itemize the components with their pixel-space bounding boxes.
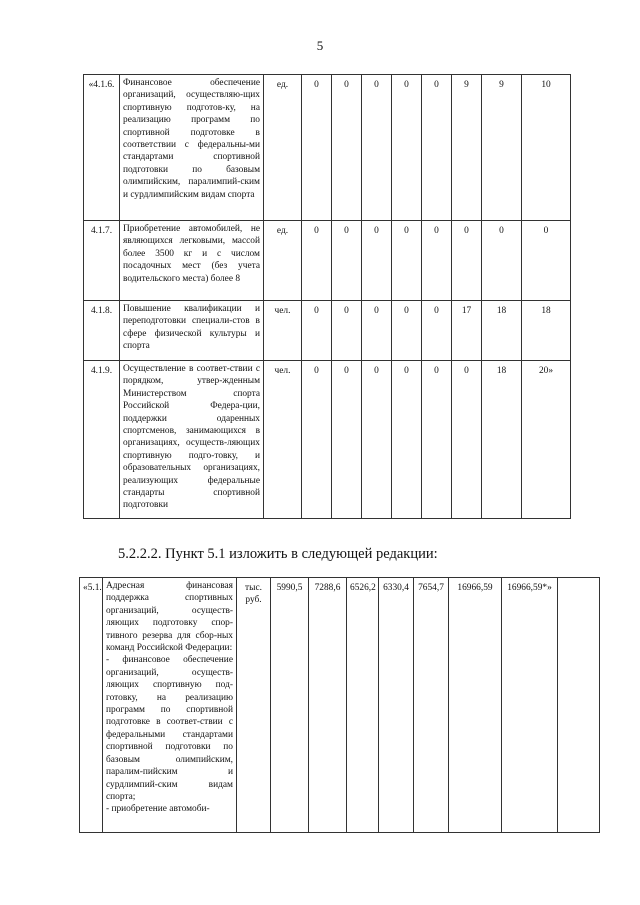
value-cell: 0 — [422, 221, 452, 301]
value-cell: 17 — [452, 301, 482, 361]
row-code: «4.1.6. — [84, 75, 120, 221]
funding-table — [79, 577, 600, 833]
page-number: 5 — [316, 38, 324, 53]
row-code: 4.1.9. — [84, 361, 120, 519]
value-cell: 9 — [452, 75, 482, 221]
table-row — [84, 221, 571, 301]
value-cell: 9 — [482, 75, 522, 221]
value-cell: 0 — [362, 361, 392, 519]
description-sub-item: - финансовое обеспечение организаций, осуществ-ляющих спортивную под-готовку, на реализацию программ по спортивной подготовке в соответ-ствии с федеральными стандартами спортивной подготовки по базовым олимпийским, паралим-пийским и сурдлимпий-ским видам спорта; — [106, 655, 233, 802]
value-cell: 10 — [522, 75, 571, 221]
value-cell: 6330,4 — [379, 578, 414, 833]
value-cell: 0 — [332, 361, 362, 519]
row-unit: чел. — [264, 361, 302, 519]
row-unit: ед. — [264, 221, 302, 301]
value-cell: 16966,59*» — [502, 578, 558, 833]
value-cell: 0 — [392, 361, 422, 519]
value-cell: 0 — [522, 221, 571, 301]
value-cell: 0 — [302, 361, 332, 519]
row-code: «5.1. — [80, 578, 103, 833]
value-cell: 0 — [362, 221, 392, 301]
table-row — [84, 75, 571, 221]
value-cell: 7288,6 — [309, 578, 347, 833]
value-cell: 0 — [392, 75, 422, 221]
value-cell: 0 — [302, 221, 332, 301]
row-code: 4.1.7. — [84, 221, 120, 301]
table-row — [84, 301, 571, 361]
row-unit: чел. — [264, 301, 302, 361]
row-description: Финансовое обеспечение организаций, осуществляю-щих спортивную подготов-ку, на реализацию программ по спортивной подготовке в соответствии с федеральны-ми стандартами спортивной подготовки по базовым олимпийским, паралимпий-ским и сурдлимпийским видам спорта — [120, 75, 264, 221]
value-cell: 0 — [452, 221, 482, 301]
table-row — [84, 361, 571, 519]
value-cell: 0 — [392, 221, 422, 301]
value-cell: 18 — [522, 301, 571, 361]
value-cell: 0 — [302, 301, 332, 361]
description-main: Адресная финансовая поддержка спортивных организаций, осуществ-ляющих подготовку спор-тивного резерва для сбор-ных команд Российской Федерации: — [106, 581, 233, 654]
row-description: Приобретение автомобилей, не являющихся легковыми, массой более 3500 кг и с числом посадочных мест (без учета водительского места) более 8 — [120, 221, 264, 301]
table-row — [80, 578, 600, 833]
value-cell: 0 — [332, 75, 362, 221]
row-description: Осуществление в соответ-ствии с порядком, утвер-жденным Министерством спорта Российской Федера-ции, поддержки одаренных спортсменов, занимающихся в организациях, осуществ-ляющих спортивную подго-товку, и образовательных организациях, реализующих федеральные стандарты спортивной подготовки — [120, 361, 264, 519]
value-cell: 7654,7 — [414, 578, 449, 833]
indicators-table — [83, 74, 571, 519]
value-cell: 0 — [362, 75, 392, 221]
value-cell: 20» — [522, 361, 571, 519]
value-cell: 0 — [482, 221, 522, 301]
value-cell: 5990,5 — [271, 578, 309, 833]
value-cell: 0 — [302, 75, 332, 221]
value-cell: 0 — [392, 301, 422, 361]
value-cell: 0 — [452, 361, 482, 519]
row-description: Повышение квалификации и переподготовки специали-стов в сфере физической культуры и спорта — [120, 301, 264, 361]
value-cell: 0 — [332, 221, 362, 301]
description-sub-item: - приобретение автомоби- — [106, 804, 210, 815]
value-cell: 0 — [422, 361, 452, 519]
row-description — [103, 578, 237, 833]
value-cell: 16966,59 — [449, 578, 502, 833]
section-heading: 5.2.2.2. Пункт 5.1 изложить в следующей редакции: — [118, 546, 438, 562]
row-unit: тыс. руб. — [237, 578, 271, 833]
value-cell: 0 — [422, 75, 452, 221]
row-unit: ед. — [264, 75, 302, 221]
value-cell: 18 — [482, 361, 522, 519]
value-cell: 0 — [332, 301, 362, 361]
value-cell: 6526,2 — [347, 578, 379, 833]
empty-cell — [558, 578, 600, 833]
value-cell: 18 — [482, 301, 522, 361]
value-cell: 0 — [362, 301, 392, 361]
value-cell: 0 — [422, 301, 452, 361]
row-code: 4.1.8. — [84, 301, 120, 361]
